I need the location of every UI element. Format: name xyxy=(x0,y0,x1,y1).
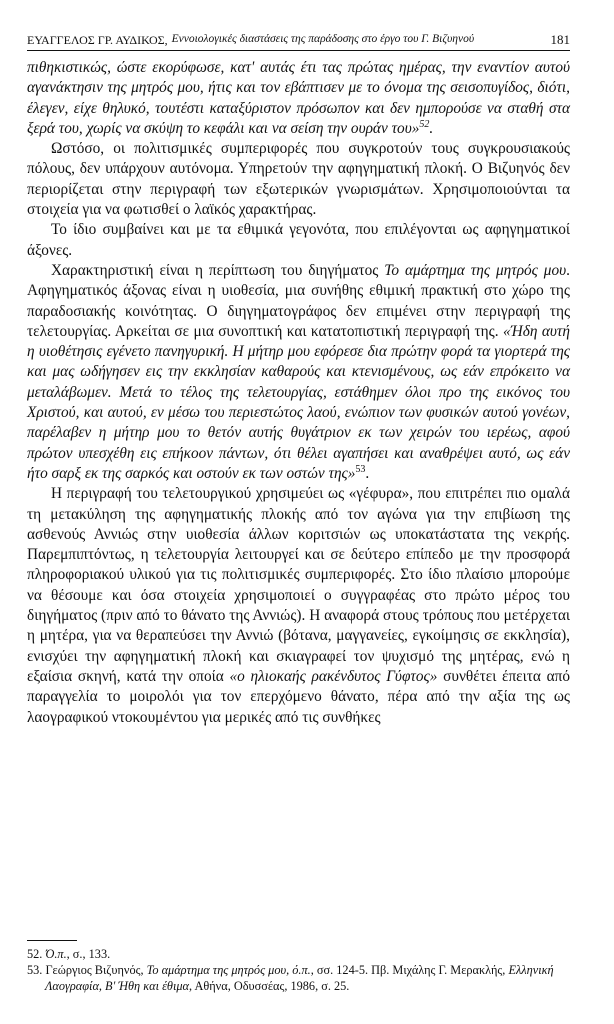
quotation: «ο ηλιοκαής ρακένδυτος Γύφτος» xyxy=(229,667,438,685)
footnote-ref-52: 52 xyxy=(419,118,430,130)
page-number: 181 xyxy=(550,32,570,47)
running-header xyxy=(27,26,570,48)
work-title: Το αμάρτημα της μητρός μου xyxy=(384,261,567,279)
footnotes xyxy=(27,946,570,994)
paragraph-quote-continuation: πιθηκιστικώς, ώστε εκορύφωσε, κατ' αυτάς έτι τας πρώτας ημέρας, την εναντίον αυτού αγανάκτησιν της μητρός μου, ήτις και τον εβάπτισεν με το όνομα της σεισοπυγίδος, διότι, έλεγεν, είχε θηλυκό, τουτέστι καταξύριστον πρόσωπον και δεν ημπορούσε να σταθή στα ξερά του, χωρίς να σκύψη το κεφάλι και να σείση την ουράν του»$^{52}$. xyxy=(27,59,570,137)
header-book-title: Εννοιολογικές διαστάσεις της παράδοσης στο έργο του Γ. Βιζυηνού xyxy=(171,33,475,45)
footnote-rule xyxy=(27,940,77,941)
paragraph: Ωστόσο, οι πολιτισμικές συμπεριφορές που συγκροτούν τους συγκρουσιακούς πόλους, δεν υπάρχουν αυτόνομα. Υπηρετούν την αφηγηματική πλοκή. Ο Βιζυηνός δεν περιορίζεται στην περιγραφή των εξωτερικών γνωρισμάτων. Χρησιμοποιούνται τα στοιχεία για να φωτισθεί ο λαϊκός χαρακτήρας. xyxy=(27,140,570,219)
quotation: «Ήδη αυτή η υιοθέτησις εγένετο πανηγυρική. Η μήτηρ μου εφόρεσε δια πρώτην φορά τα γιορτερά της και μας ωδήγησεν εις την εκκλησίαν καθαρούς και κτενισμένους, ως εάν επρόκειτο να μεταλάβωμεν. Μετά το τέλος της τελετουργίας, εστάθημεν όλοι προ της εικόνος του Χριστού, και αυτού, εν μέσω του περιεστώτος λαού, ενώπιον των φυσικών αυτού γονέων, παρέλαβεν η μήτηρ μου το θετόν αυτής θυγάτριον εκ των χειρών του ιερέως, αφού πρώτον υπεσχέθη εις επήκοον πάντων, ότι θέλει αγαπήσει και αναθρέψει αυτό, ως εάν ήτο σαρξ εκ της σαρκός και οστούν εκ των οστών της» xyxy=(27,322,570,482)
body-text xyxy=(27,58,570,728)
footnote-52: 52. Ό.π., σ., 133. xyxy=(27,947,111,961)
paragraph: Η περιγραφή του τελετουργικού χρησιμεύει ως «γέφυρα», που επιτρέπει πιο ομαλά τη μετακύληση της αφηγηματικής πλοκής από τον αγώνα για την επιβίωση της ασθενούς Αννιώς στην υιοθεσία άλλων κοριτσιών ως υποκατάστατα της νεκρής. Παρεμπιπτόντως, η τελετουργία λειτουργεί και σε δεύτερο επίπεδο με την προσφορά πληροφοριακού υλικού για τις πολιτισμικές συμπεριφορές. Στο ίδιο πλαίσιο μπορούμε να θέσουμε και όσα στοιχεία χρησιμοποιεί ο συγγραφέας στο πρώτο μέρος του διηγήματος (πριν από το θάνατο της Αννιώς). Η αναφορά στους τρόπους που μετέρχεται η μητέρα, για να θεραπεύσει την Αννιώ (βότανα, μαγγανείες, εγκοίμησις σε εκκλησία), ενισχύει την αφηγηματική πλοκή και σκιαγραφεί τον ψυχισμό της μητέρας, ενώ η εξαίσια σκηνή, κατά την οποία «ο ηλιοκαής ρακένδυτος Γύφτος» συνθέτει έπειτα από παραγγελία το μοιρολόι για τον επερχόμενο θάνατο, πέρα από την αξία της ως λαογραφικού ντοκουμέντου για μερικές από τις συνθήκες xyxy=(27,485,570,726)
paragraph: Το ίδιο συμβαίνει και με τα εθιμικά γεγονότα, που επιλέγονται ως αφηγηματικοί άξονες. xyxy=(27,221,570,259)
footnote-ref-53: 53 xyxy=(355,463,366,475)
footnote-53: 53. Γεώργιος Βιζυηνός, Το αμάρτημα της μητρός μου, ό.π., σσ. 124-5. Πβ. Μιχάλης Γ. Μερακλής, Ελληνική Λαογραφία, Β' Ήθη και έθιμα, Αθήνα, Οδυσσέας, 1986, σ. 25. xyxy=(27,963,554,993)
header-author: ΕΥΑΓΓΕΛΟΣ ΓΡ. ΑΥΔΙΚΟΣ, xyxy=(27,33,168,47)
paragraph: Χαρακτηριστική είναι η περίπτωση του διηγήματος Το αμάρτημα της μητρός μου. Αφηγηματικός άξονας είναι η υιοθεσία, μια συνήθης εθιμική πρακτική στο χώρο της παραδοσιακής κοινότητας. Ο διηγηματογράφος δεν επιμένει στην περιγραφή της τελετουργίας. Αρκείται σε μια συνοπτική και κατατοπιστική περιγραφή της. «Ήδη αυτή η υιοθέτησις εγένετο πανηγυρική. Η μήτηρ μου εφόρεσε δια πρώτην φορά τα γιορτερά της και μας ωδήγησεν εις την εκκλησίαν καθαρούς και κτενισμένους, ως εάν επρόκειτο να μεταλάβωμεν. Μετά το τέλος της τελετουργίας, εστάθημεν όλοι προ της εικόνος του Χριστού, και αυτού, εν μέσω του περιεστώτος λαού, ενώπιον των φυσικών αυτού γονέων, παρέλαβεν η μήτηρ μου το θετόν αυτής θυγάτριον εκ των χειρών του ιερέως, αφού πρώτον υπεσχέθη εις επήκοον πάντων, ότι θέλει αγαπήσει και αναθρέψει αυτό, ως εάν ήτο σαρξ εκ της σαρκός και οστούν εκ των οστών της»$^{53}$. xyxy=(27,261,570,482)
header-rule xyxy=(27,50,570,51)
running-title xyxy=(27,33,474,48)
